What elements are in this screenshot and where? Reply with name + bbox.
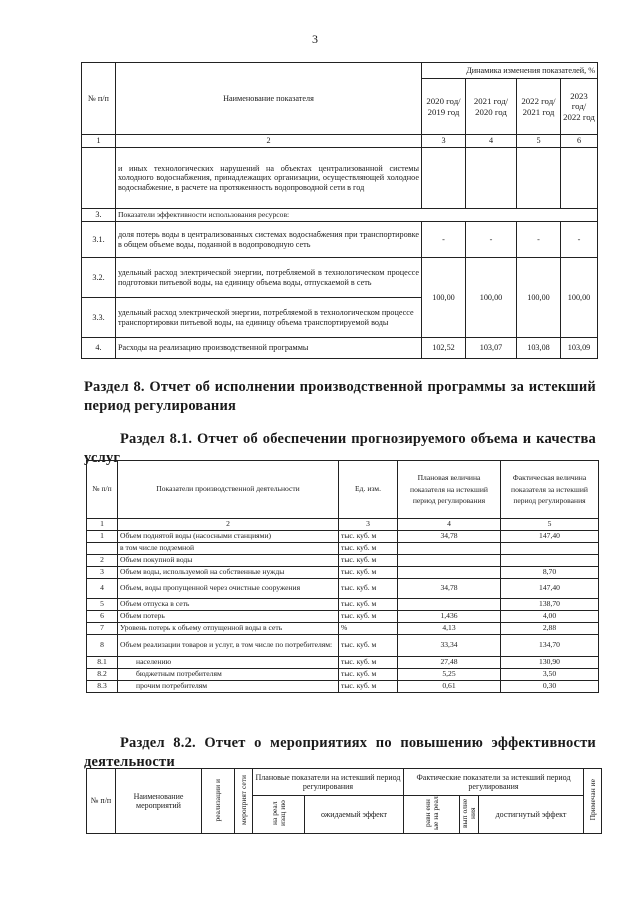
col-header-name: Наименование показателя bbox=[116, 63, 422, 135]
row-unit: тыс. куб. м bbox=[339, 657, 398, 669]
row-value bbox=[466, 148, 517, 209]
row-num: 2 bbox=[87, 555, 118, 567]
page-number: 3 bbox=[312, 32, 318, 46]
row-num: 8.2 bbox=[87, 669, 118, 681]
row-fact-value: 147,40 bbox=[501, 579, 599, 599]
row-value: - bbox=[422, 222, 466, 258]
row-value: 100,00 bbox=[517, 258, 561, 338]
row-unit: тыс. куб. м bbox=[339, 579, 398, 599]
row-value: 103,09 bbox=[561, 338, 598, 359]
row-name: и иных технологических нарушений на объектах централизованной системы холодного водоснабжения, принадлежащих организации, осуществляющей холодное водоснабжение, в расчете на протяженность водопроводной сети в год bbox=[116, 148, 422, 209]
col-header-note bbox=[584, 769, 602, 834]
row-name: Объем отпуска в сеть bbox=[118, 599, 339, 611]
row-plan-value: 4,13 bbox=[398, 623, 501, 635]
col-header-name: Наименование мероприятий bbox=[116, 769, 202, 834]
row-value: - bbox=[517, 222, 561, 258]
row-fact-value: 4,00 bbox=[501, 611, 599, 623]
row-name: Расходы на реализацию производственной программы bbox=[116, 338, 422, 359]
row-num: 6 bbox=[87, 611, 118, 623]
col-number: 2 bbox=[116, 135, 422, 148]
row-num: 3.1. bbox=[82, 222, 116, 258]
row-value: 100,00 bbox=[561, 258, 598, 338]
col-header-dynamics: Динамика изменения показателей, % bbox=[422, 63, 598, 79]
row-plan-value bbox=[398, 555, 501, 567]
row-fact-value: 3,50 bbox=[501, 669, 599, 681]
col-header-fact-effect: достигнутый эффект bbox=[479, 796, 584, 834]
row-unit: тыс. куб. м bbox=[339, 555, 398, 567]
col-header-plan: Плановая величина показателя на истекший период регулирования bbox=[398, 461, 501, 519]
col-number: 1 bbox=[87, 519, 118, 531]
row-name: Объем, воды пропущенной через очистные сооружения bbox=[118, 579, 339, 599]
col-header-plan-effect: ожидаемый эффект bbox=[305, 796, 404, 834]
row-unit: тыс. куб. м bbox=[339, 567, 398, 579]
row-value: 100,00 bbox=[422, 258, 466, 338]
col-header-num: № п/п bbox=[87, 769, 116, 834]
row-unit: тыс. куб. м bbox=[339, 681, 398, 693]
table-row bbox=[82, 338, 598, 359]
table-row bbox=[82, 209, 598, 222]
section-8-heading: Раздел 8. Отчет об исполнении производственной программы за истекший период регулирования bbox=[84, 379, 596, 414]
col-number: 3 bbox=[339, 519, 398, 531]
col-header-unit: Ед. изм. bbox=[339, 461, 398, 519]
row-plan-value: 1,436 bbox=[398, 611, 501, 623]
fact-spent-label: равн енн ые на реал bbox=[422, 796, 440, 831]
row-name: удельный расход электрической энергии, потребляемой в технологическом процессе подготовки питьевой воды, на единицу объема воды, отпускаемой в сеть bbox=[116, 258, 422, 298]
row-unit: тыс. куб. м bbox=[339, 635, 398, 657]
col-number: 3 bbox=[422, 135, 466, 148]
row-fact-value: 8,70 bbox=[501, 567, 599, 579]
row-unit: тыс. куб. м bbox=[339, 611, 398, 623]
row-name: Объем поднятой воды (насосными станциями) bbox=[118, 531, 339, 543]
section-8-2-heading: Раздел 8.2. Отчет о мероприятиях по повышению эффективности деятельности bbox=[84, 735, 596, 770]
row-value bbox=[517, 148, 561, 209]
row-name: доля потерь воды в централизованных системах водоснабжения при транспортировке в общем объеме воды, поданной в водопроводную сеть bbox=[116, 222, 422, 258]
col-header-plan-realization bbox=[253, 796, 305, 834]
col-header-realization bbox=[202, 769, 235, 834]
row-name: в том числе подземной bbox=[118, 543, 339, 555]
row-fact-value: 2,88 bbox=[501, 623, 599, 635]
row-num: 3. bbox=[82, 209, 116, 222]
row-name: Показатели эффективности использования ресурсов: bbox=[116, 209, 598, 222]
col-header-plan-group: Плановые показатели на истекший период регулирования bbox=[253, 769, 404, 796]
row-plan-value: 27,48 bbox=[398, 657, 501, 669]
efficiency-measures-table bbox=[86, 768, 602, 834]
table-row bbox=[82, 222, 598, 258]
row-value: - bbox=[466, 222, 517, 258]
row-fact-value: 147,40 bbox=[501, 531, 599, 543]
table-row bbox=[87, 555, 599, 567]
col-header-num: № п/п bbox=[87, 461, 118, 519]
row-value: 100,00 bbox=[466, 258, 517, 338]
table-row bbox=[87, 657, 599, 669]
col-number: 6 bbox=[561, 135, 598, 148]
table-row bbox=[87, 599, 599, 611]
row-num: 7 bbox=[87, 623, 118, 635]
row-name: удельный расход электрической энергии, потребляемой в технологическом процессе транспортировки питьевой воды, на единицу объема транспортируемой воды bbox=[116, 298, 422, 338]
row-value: 102,52 bbox=[422, 338, 466, 359]
col-header-fact-spent bbox=[404, 796, 460, 834]
row-name: Объем воды, используемой на собственные нужды bbox=[118, 567, 339, 579]
table-row bbox=[87, 579, 599, 599]
col-header-fact-group: Фактические показатели за истекший период регулирования bbox=[404, 769, 584, 796]
row-name: Уровень потерь к объему отпущенной воды в сеть bbox=[118, 623, 339, 635]
row-plan-value: 0,61 bbox=[398, 681, 501, 693]
row-num: 5 bbox=[87, 599, 118, 611]
row-unit: тыс. куб. м bbox=[339, 669, 398, 681]
row-num: 8.1 bbox=[87, 657, 118, 669]
row-num bbox=[82, 148, 116, 209]
row-plan-value: 34,78 bbox=[398, 531, 501, 543]
col-header-fact-done bbox=[460, 796, 479, 834]
fact-done-label: вып олне ния bbox=[460, 798, 477, 829]
row-fact-value: 130,90 bbox=[501, 657, 599, 669]
col-header-measures bbox=[235, 769, 253, 834]
row-unit: тыс. куб. м bbox=[339, 531, 398, 543]
row-num: 1 bbox=[87, 531, 118, 543]
table-row bbox=[87, 623, 599, 635]
row-plan-value bbox=[398, 599, 501, 611]
row-fact-value bbox=[501, 543, 599, 555]
measures-label: мероприят сети bbox=[238, 774, 248, 825]
table-row bbox=[82, 148, 598, 209]
row-value: 103,07 bbox=[466, 338, 517, 359]
row-num: 3.2. bbox=[82, 258, 116, 298]
col-number: 1 bbox=[82, 135, 116, 148]
table-row bbox=[87, 543, 599, 555]
table-row bbox=[87, 531, 599, 543]
row-plan-value bbox=[398, 567, 501, 579]
row-value bbox=[561, 148, 598, 209]
row-name: Объем потерь bbox=[118, 611, 339, 623]
row-num: 3.3. bbox=[82, 298, 116, 338]
production-volume-table bbox=[86, 460, 599, 693]
row-plan-value: 33,34 bbox=[398, 635, 501, 657]
col-number: 5 bbox=[517, 135, 561, 148]
plan-realization-label: на реал изац ию bbox=[269, 800, 287, 827]
row-name: Объем реализации товаров и услуг, в том числе по потребителям: bbox=[118, 635, 339, 657]
col-header-year: 2022 год/ 2021 год bbox=[517, 79, 561, 135]
col-header-year: 2020 год/ 2019 год bbox=[422, 79, 466, 135]
col-header-year: 2023 год/ 2022 год bbox=[561, 79, 598, 135]
table-row bbox=[87, 611, 599, 623]
table-row bbox=[87, 635, 599, 657]
row-unit: тыс. куб. м bbox=[339, 599, 398, 611]
row-name: населению bbox=[118, 657, 339, 669]
row-num: 8 bbox=[87, 635, 118, 657]
realization-label: реализации и bbox=[213, 778, 223, 822]
row-value: - bbox=[561, 222, 598, 258]
row-unit: тыс. куб. м bbox=[339, 543, 398, 555]
indicators-dynamics-table bbox=[81, 62, 598, 359]
col-header-year: 2021 год/ 2020 год bbox=[466, 79, 517, 135]
table-row bbox=[82, 258, 598, 298]
row-fact-value bbox=[501, 555, 599, 567]
row-num: 4 bbox=[87, 579, 118, 599]
row-fact-value: 138,70 bbox=[501, 599, 599, 611]
row-plan-value: 5,25 bbox=[398, 669, 501, 681]
col-number: 5 bbox=[501, 519, 599, 531]
row-fact-value: 134,70 bbox=[501, 635, 599, 657]
col-number: 2 bbox=[118, 519, 339, 531]
row-value bbox=[422, 148, 466, 209]
note-label: Примечан ие bbox=[587, 779, 597, 821]
row-plan-value: 34,78 bbox=[398, 579, 501, 599]
row-num bbox=[87, 543, 118, 555]
section-8-1-heading: Раздел 8.1. Отчет об обеспечении прогнозируемого объема и качества услуг bbox=[84, 431, 596, 466]
col-header-num: № п/п bbox=[82, 63, 116, 135]
col-number: 4 bbox=[466, 135, 517, 148]
table-row bbox=[87, 567, 599, 579]
col-number: 4 bbox=[398, 519, 501, 531]
row-name: прочим потребителям bbox=[118, 681, 339, 693]
col-header-fact: Фактическая величина показателя за истекший период регулирования bbox=[501, 461, 599, 519]
row-num: 3 bbox=[87, 567, 118, 579]
row-num: 4. bbox=[82, 338, 116, 359]
row-num: 8.3 bbox=[87, 681, 118, 693]
row-name: Объем покупной воды bbox=[118, 555, 339, 567]
row-fact-value: 0,30 bbox=[501, 681, 599, 693]
row-plan-value bbox=[398, 543, 501, 555]
col-header-name: Показатели производственной деятельности bbox=[118, 461, 339, 519]
row-value: 103,08 bbox=[517, 338, 561, 359]
table-row bbox=[87, 669, 599, 681]
table-row bbox=[87, 681, 599, 693]
row-unit: % bbox=[339, 623, 398, 635]
row-name: бюджетным потребителям bbox=[118, 669, 339, 681]
